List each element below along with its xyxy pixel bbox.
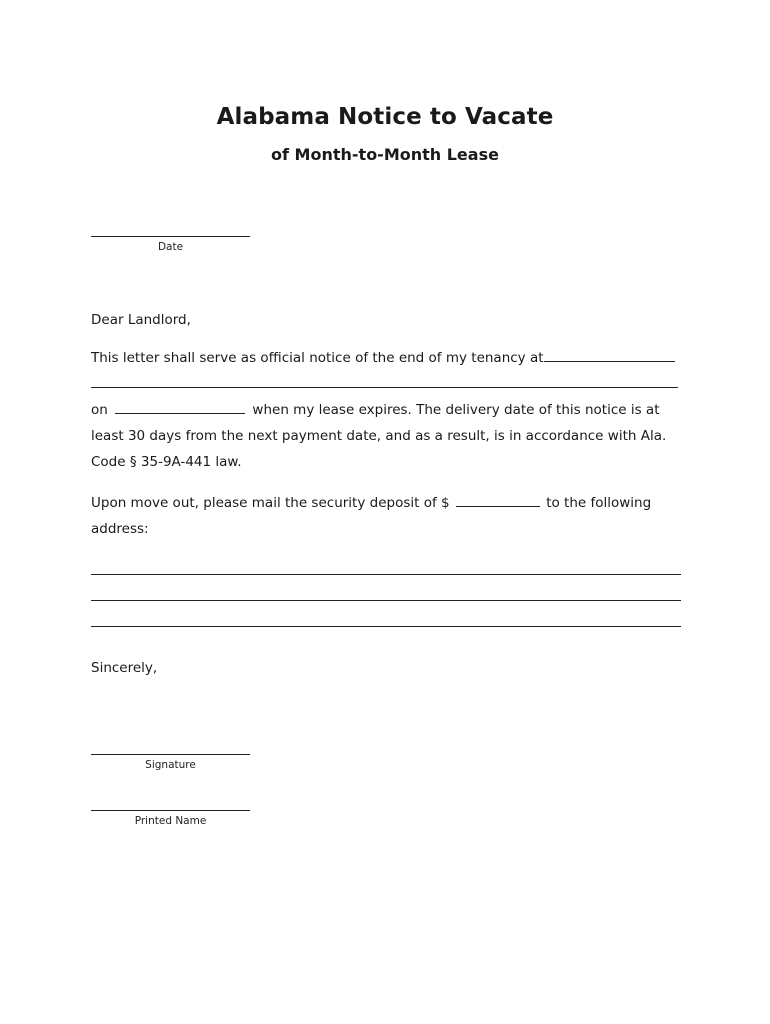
printed-name-line[interactable] [91,810,250,811]
deposit-text: Upon move out, please mail the security deposit of $ [91,495,450,511]
following-text: to the following [546,495,652,511]
signature-label: Signature [145,759,196,771]
signature-block [91,754,250,771]
on-text: on [91,402,108,418]
document-title: Alabama Notice to Vacate [216,104,554,130]
forwarding-address-line-3[interactable] [91,626,681,627]
tenancy-paragraph [91,345,675,371]
signature-line[interactable] [91,754,250,755]
salutation: Dear Landlord, [91,312,191,328]
property-address-line[interactable] [91,387,678,388]
law-citation-text: Code § 35-9A-441 law. [91,454,242,470]
printed-name-block [91,810,250,827]
address-label: address: [91,521,149,537]
tenancy-text: This letter shall serve as official notice of the end of my tenancy at [91,350,544,366]
date-block [91,236,250,253]
deposit-line [91,490,651,516]
lease-expires-text: when my lease expires. The delivery date of this notice is at [252,402,660,418]
deposit-amount-blank[interactable] [456,492,540,507]
property-address-blank[interactable] [544,347,675,362]
forwarding-address-line-1[interactable] [91,574,681,575]
forwarding-address-line-2[interactable] [91,600,681,601]
notice-period-text: least 30 days from the next payment date, and as a result, is in accordance with Ala. [91,428,667,444]
date-label: Date [157,241,184,253]
closing: Sincerely, [91,660,158,676]
document-subtitle: of Month-to-Month Lease [271,145,499,164]
printed-name-label: Printed Name [134,815,207,827]
lease-end-line [91,397,660,423]
date-field-line[interactable] [91,236,250,237]
lease-end-date-blank[interactable] [115,399,245,414]
